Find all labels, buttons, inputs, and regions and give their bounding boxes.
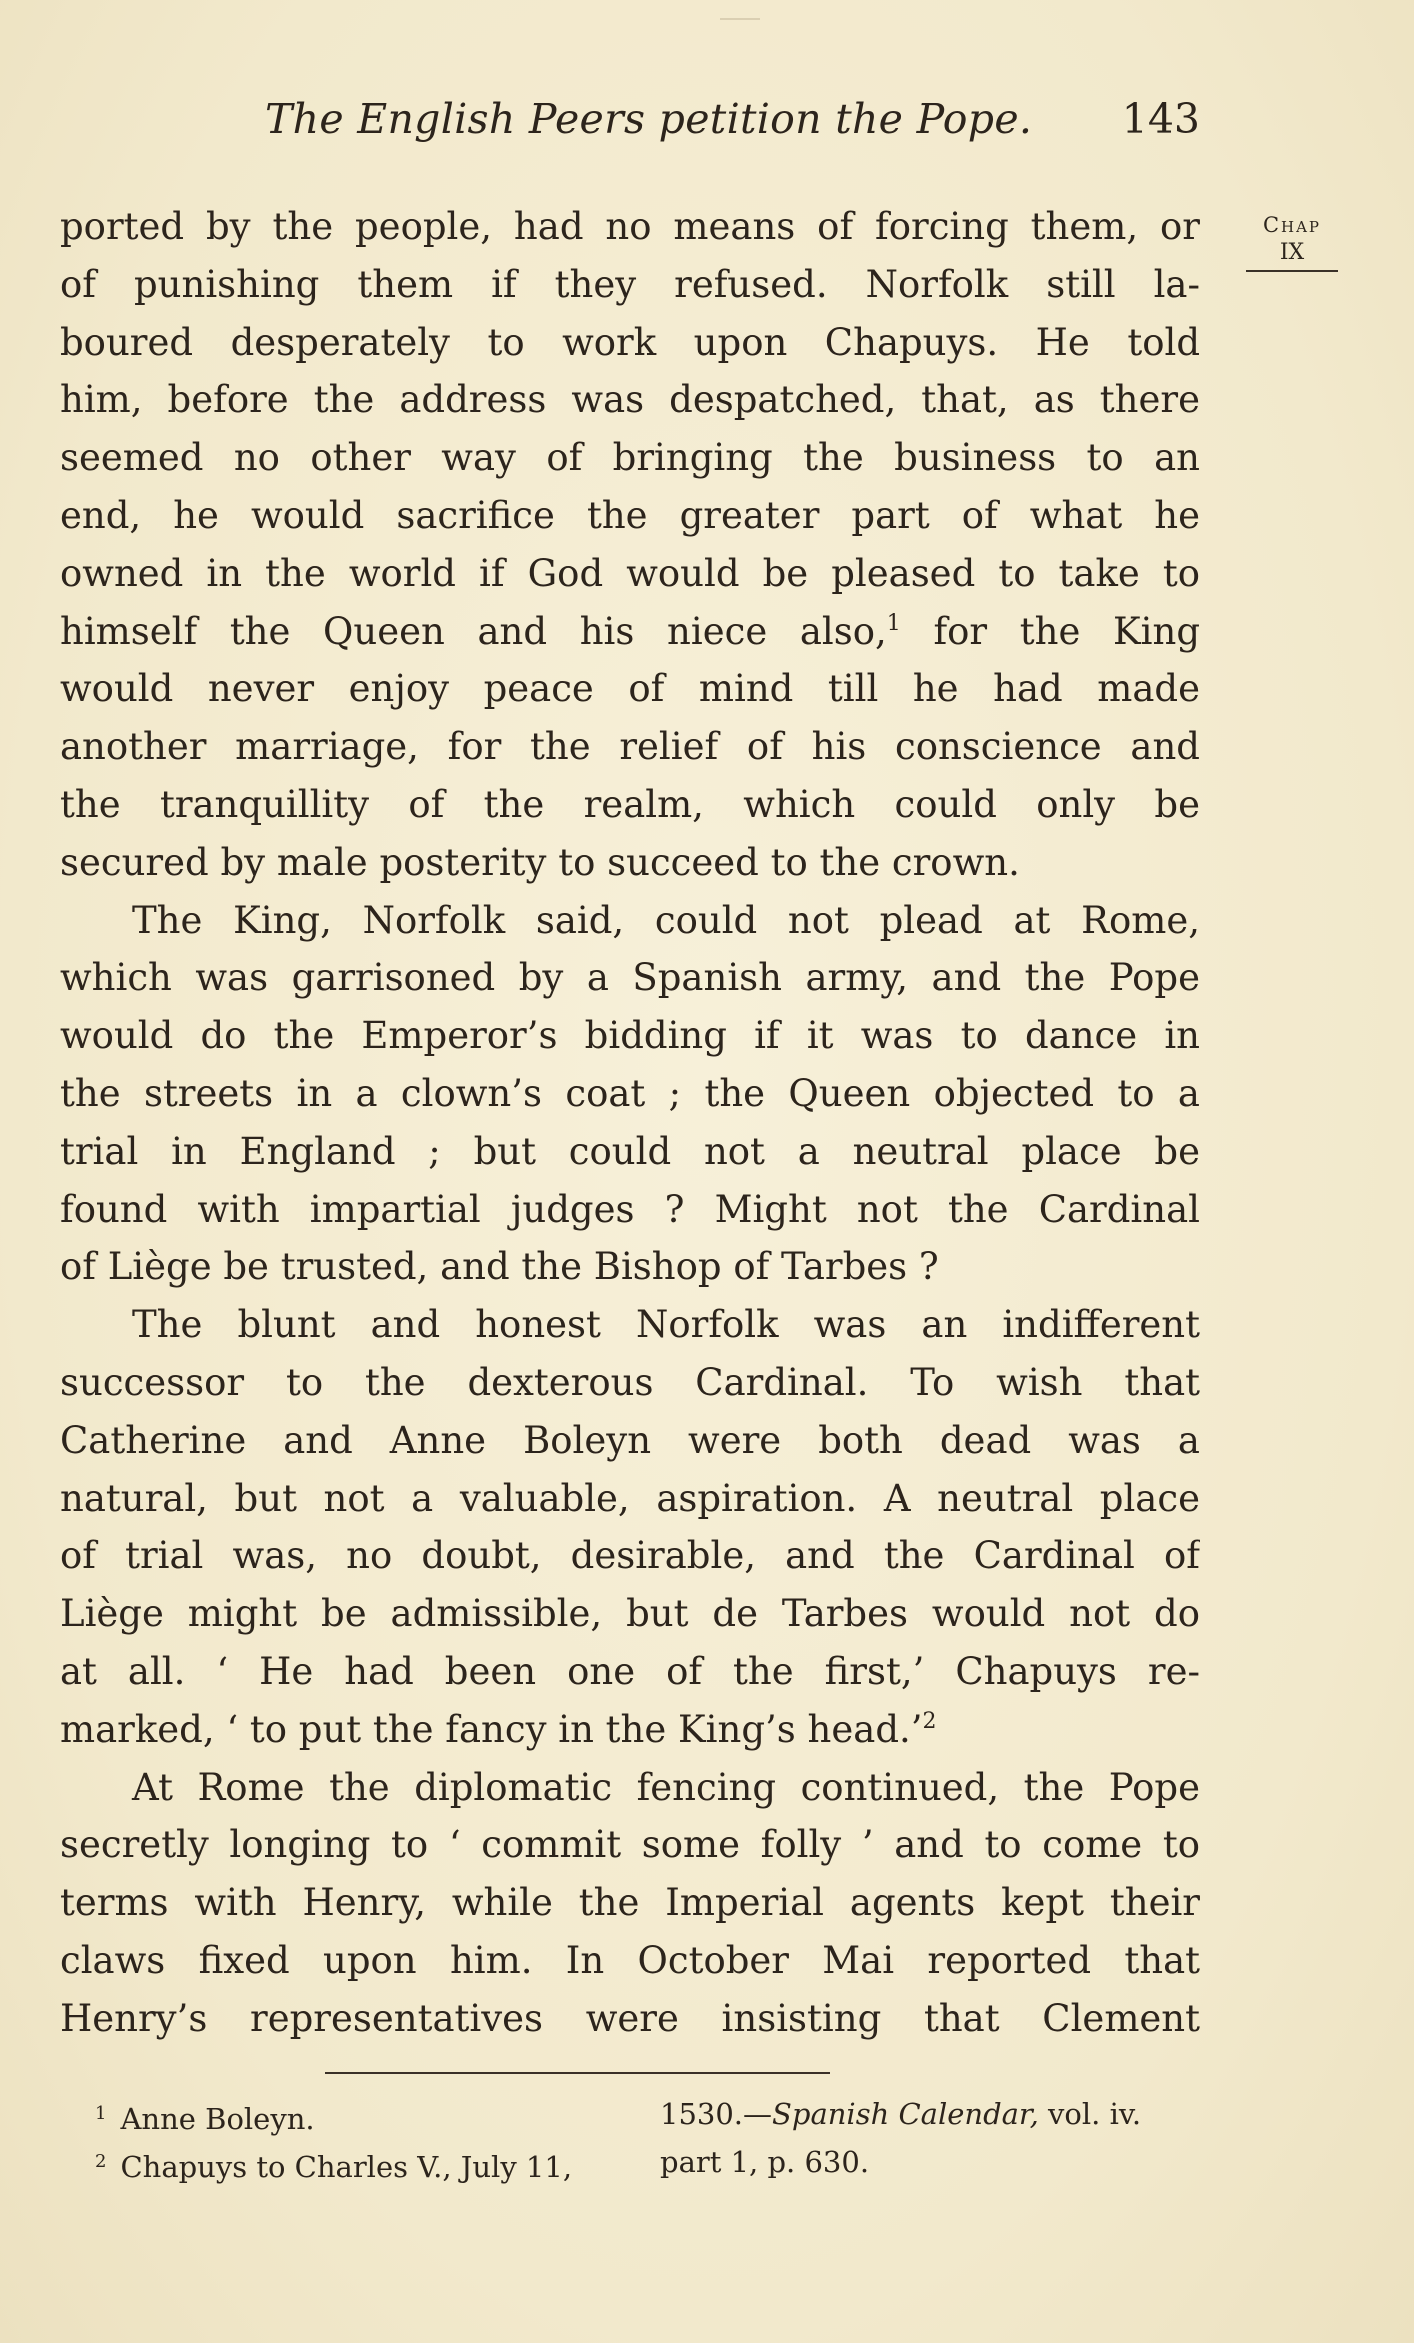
text-line: ported by the people, had no means of forcing them, or [60, 205, 1200, 248]
text-line: of trial was, no doubt, desirable, and the Cardinal of [60, 1534, 1200, 1578]
text-line: would do the Emperor’s bidding if it was to dance in [60, 1014, 1200, 1058]
text-line: The blunt and honest Norfolk was an indifferent [132, 1303, 1200, 1347]
footnote-ref-2[interactable]: 2 [922, 1708, 937, 1734]
text-line: successor to the dexterous Cardinal. To wish that [60, 1360, 1200, 1404]
running-head [60, 95, 1200, 155]
text-line: the tranquillity of the realm, which could only be [60, 782, 1200, 826]
chapter-margin-note [1242, 210, 1342, 272]
text-line: trial in England ; but could not a neutral place be [60, 1129, 1200, 1173]
chapter-label: Chap [1262, 213, 1322, 237]
text-line: natural, but not a valuable, aspiration. A neutral place [60, 1476, 1200, 1520]
text-line: owned in the world if God would be pleased to take to [60, 551, 1200, 595]
footnote-right [660, 2138, 869, 2186]
footnotes [95, 2090, 1215, 2186]
text-segment: for the King [900, 609, 1200, 653]
footnote-number: 1 [95, 2103, 107, 2124]
footnote-text: Chapuys to Charles V., July 11, [120, 2150, 573, 2184]
text-line: At Rome the diplomatic fencing continued, the Pope [132, 1765, 1200, 1809]
text-line: The King, Norfolk said, could not plead at Rome, [132, 898, 1200, 942]
text-line: Catherine and Anne Boleyn were both dead was a [60, 1418, 1200, 1462]
text-line: boured desperately to work upon Chapuys. He told [60, 320, 1200, 364]
body-text [60, 198, 1200, 2048]
text-line: of punishing them if they refused. Norfolk still la- [60, 262, 1200, 306]
text-line: Henry’s representatives were insisting that Clement [60, 1996, 1200, 2040]
running-title: The English Peers petition the Pope. [265, 95, 1033, 143]
text-line: which was garrisoned by a Spanish army, and the Pope [60, 956, 1200, 1000]
paper-blemish [720, 18, 760, 28]
footnote-citation: vol. iv. [1038, 2097, 1142, 2131]
chapter-number: IX [1246, 240, 1338, 272]
text-segment: marked, ‘ to put the fancy in the King’s head.’ [60, 1707, 923, 1751]
text-line: terms with Henry, while the Imperial agents kept their [60, 1881, 1200, 1925]
footnote-text: Anne Boleyn. [120, 2102, 315, 2136]
footnote-row [95, 2138, 1215, 2186]
text-line: seemed no other way of bringing the business to an [60, 436, 1200, 480]
text-line: would never enjoy peace of mind till he had made [60, 667, 1200, 711]
footnote-divider [325, 2072, 830, 2074]
footnote-citation: part 1, p. 630. [660, 2145, 870, 2179]
text-line: at all. ‘ He had been one of the first,’ Chapuys re- [60, 1649, 1200, 1693]
text-line: another marriage, for the relief of his conscience and [60, 725, 1200, 769]
text-line: secretly longing to ‘ commit some folly ’ and to come to [60, 1823, 1200, 1867]
page-number: 143 [1121, 95, 1200, 143]
text-line: end, he would sacrifice the greater part of what he [60, 493, 1200, 537]
text-line: him, before the address was despatched, that, as there [60, 378, 1200, 422]
footnote-left [95, 2138, 572, 2191]
footnote-citation: 1530.— [660, 2097, 773, 2131]
footnote-right [660, 2090, 1141, 2138]
footnote-work-title: Spanish Calendar, [772, 2097, 1039, 2131]
text-line [60, 1701, 1200, 1759]
footnote-left [95, 2090, 315, 2143]
footnote-ref-1[interactable]: 1 [886, 610, 901, 636]
footnote-row [95, 2090, 1215, 2138]
text-segment: himself the Queen and his niece also, [60, 609, 887, 653]
text-line [60, 603, 1200, 661]
text-line: the streets in a clown’s coat ; the Queen objected to a [60, 1071, 1200, 1115]
text-line: secured by male posterity to succeed to the crown. [60, 840, 1020, 884]
footnote-number: 2 [95, 2151, 107, 2172]
text-line: claws fixed upon him. In October Mai reported that [60, 1938, 1200, 1982]
text-line: found with impartial judges ? Might not the Cardinal [60, 1187, 1200, 1231]
text-line: Liège might be admissible, but de Tarbes would not do [60, 1592, 1200, 1636]
text-line: of Liège be trusted, and the Bishop of Tarbes ? [60, 1245, 939, 1289]
